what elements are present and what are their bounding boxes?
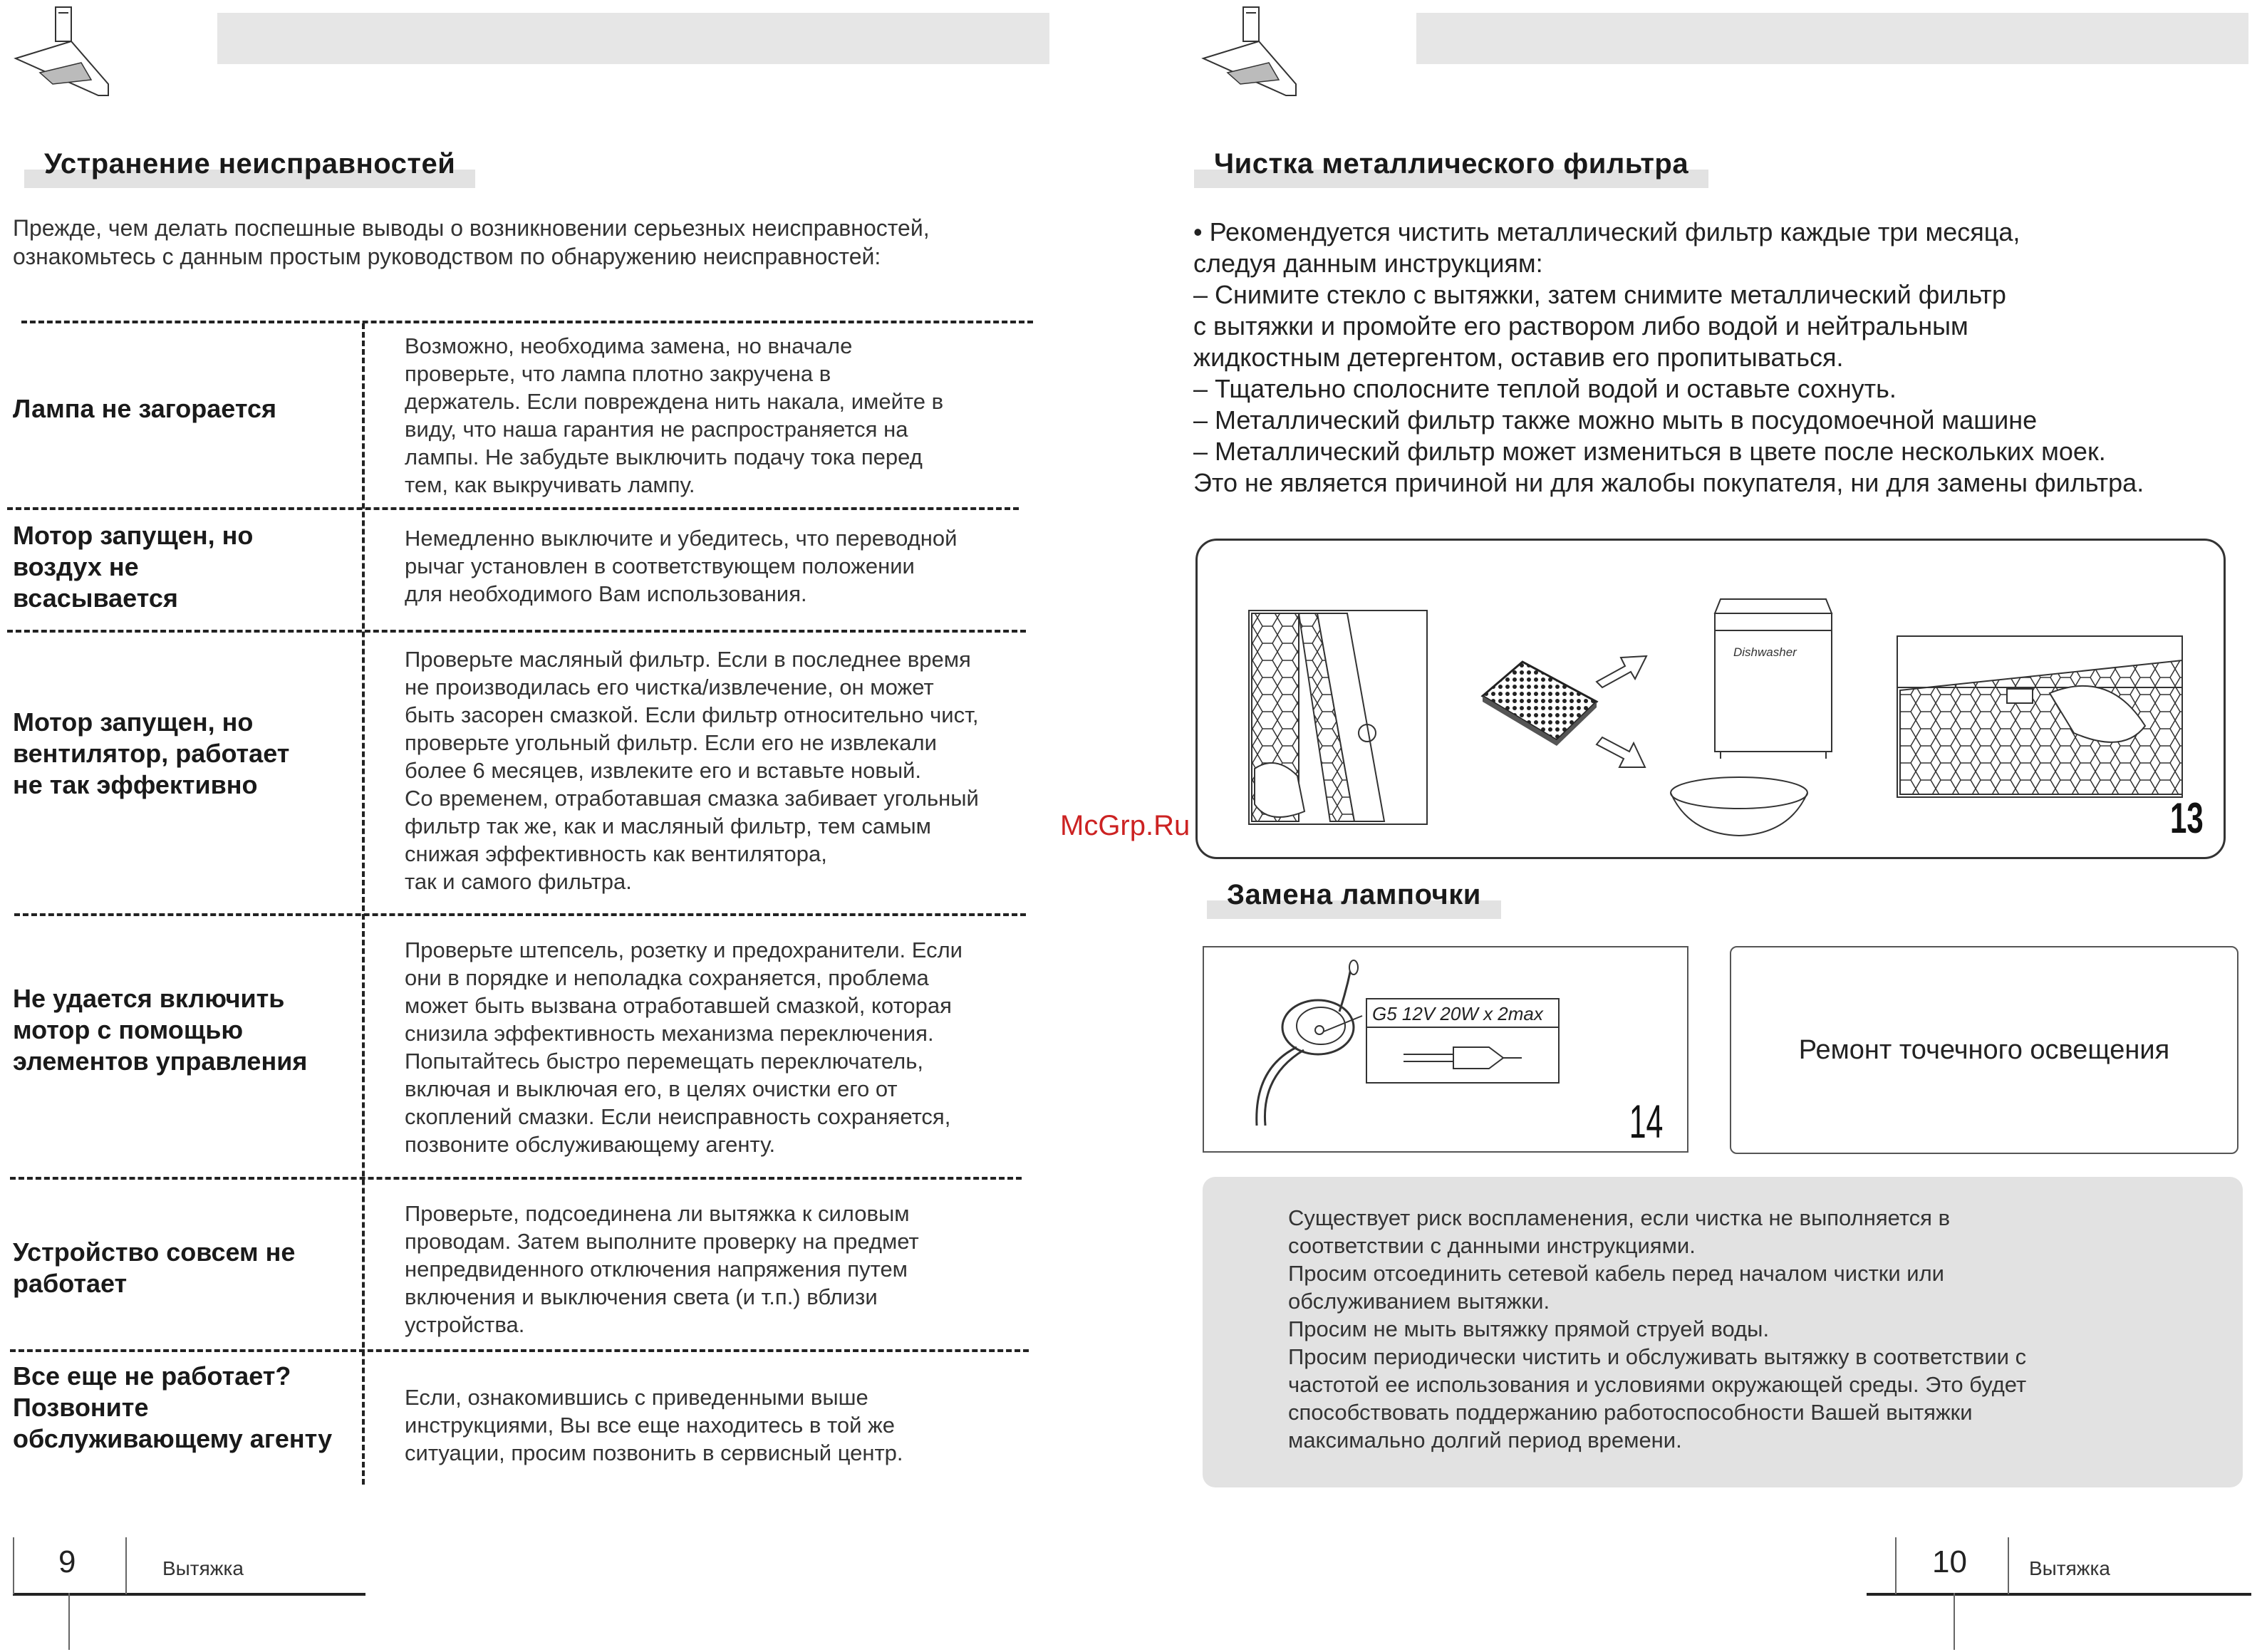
issue-still-not-working: Все еще не работает? Позвоните обслуживающему агенту	[13, 1361, 333, 1453]
filter-cleaning-text: • Рекомендуется чистить металлический фильтр каждые три месяца, следуя данным инструкциям: – Снимите стекло с вытяжки, затем снимите металлический фильтр с вытяжки и промойте его раствором либо водой и нейтральным жидкостным детергентом, оставив его пропитываться. – Тщательно сполосните теплой водой и оставьте сохнуть. – Металлический фильтр также можно мыть в посудомоечной машине – Металлический фильтр может измениться в цвете после нескольких моек. Это не является причиной ни для жалобы покупателя, ни для замены фильтра.	[1193, 217, 2144, 497]
troubleshooting-title: Устранение неисправностей	[44, 148, 455, 180]
page-name: Вытяжка	[2029, 1557, 2110, 1579]
figure-14-box	[1203, 946, 1688, 1153]
solution-lamp: Возможно, необходима замена, но вначале проверьте, что лампа плотно закручена в держатель. Если повреждена нить накала, имейте в виду, что наша гарантия не распространяется на лампы. Не забудьте выключить подачу тока перед тем, как выкручивать лампу.	[405, 333, 944, 497]
lamp-spec-label: G5 12V 20W x 2max	[1372, 1003, 1543, 1024]
table-divider	[7, 630, 1026, 633]
table-divider	[21, 321, 1033, 323]
footer-tick	[68, 1593, 70, 1650]
table-divider	[14, 913, 1026, 916]
warning-box	[1203, 1177, 2243, 1487]
footer-tick	[13, 1537, 14, 1594]
footer-line-left	[13, 1593, 365, 1596]
issue-not-working: Устройство совсем не работает	[13, 1237, 296, 1298]
warning-text: Существует риск воспламенения, если чистка не выполняется в соответствии с данными инструкциями. Просим отсоединить сетевой кабель перед началом чистки или обслуживанием вытяжки. Просим не мыть вытяжку прямой струей воды. Просим периодически чистить и обслуживать вытяжку в соответствии с частотой ее использования и условиями окружающей среды. Это будет способствовать поддержанию работоспособности Вашей вытяжки максимально долгий период времени.	[1288, 1205, 2027, 1453]
solution-not-working: Проверьте, подсоединена ли вытяжка к силовым проводам. Затем выполните проверку на предмет непредвиденного отключения напряжения путем включения и выключения света (и т.п.) вблизи устройства.	[405, 1201, 919, 1337]
hood-logo-icon	[1200, 6, 1300, 98]
table-column-divider	[362, 323, 365, 1485]
metal-filter-illustration	[1483, 662, 1597, 746]
dishwasher-illustration	[1715, 599, 1832, 759]
footer-tick	[125, 1537, 127, 1594]
lamp-replacement-title: Замена лампочки	[1227, 879, 1481, 911]
hood-filter-illustration	[1249, 611, 1427, 824]
filter-latch-illustration	[1897, 636, 2182, 797]
solution-no-suction: Немедленно выключите и убедитесь, что переводной рычаг установлен в соответствующем положении для необходимого Вам использования.	[405, 526, 958, 606]
footer-line-right	[1867, 1593, 2251, 1596]
dishwasher-label: Dishwasher	[1733, 645, 1797, 659]
solution-motor-wont-start: Проверьте штепсель, розетку и предохранители. Если они в порядке и неполадка сохраняется, проблема может быть вызвана отработавшей смазкой, которая снизила эффективность механизма переключения. Попытайтесь быстро перемещать переключатель, включая и выключая его, в целях очистки его от скоплений смазки. Если неисправность сохраняется, позвоните обслуживающему агенту.	[405, 937, 963, 1157]
figure-13-box	[1195, 539, 2226, 859]
page-number: 9	[58, 1544, 76, 1579]
spotlight-illustration	[1204, 947, 1687, 1151]
page-number: 10	[1932, 1544, 1967, 1579]
issue-fan-weak: Мотор запущен, но вентилятор, работает не так эффективно	[13, 707, 290, 799]
washing-bowl-illustration	[1671, 777, 1807, 836]
table-divider	[10, 1349, 1029, 1352]
header-bar-left	[217, 13, 1049, 64]
solution-fan-weak: Проверьте масляный фильтр. Если в последнее время не производилась его чистка/извлечение, он может быть засорен смазкой. Если фильтр относительно чист, проверьте угольный фильтр. Если его не извлекали более 6 месяцев, извлеките его и вставьте новый. Со временем, отработавшая смазка забивает угольный фильтр так же, как и масляный фильтр, тем самым снижая эффективность как вентилятора, так и самого фильтра.	[405, 647, 979, 894]
spotlight-repair-label: Ремонт точечного освещения	[1798, 1034, 2170, 1065]
hood-logo-icon	[13, 6, 113, 98]
table-divider	[10, 1177, 1022, 1180]
table-divider	[7, 507, 1019, 510]
footer-tick	[2008, 1537, 2009, 1594]
footer-tick	[1954, 1593, 1955, 1650]
filter-cleaning-title: Чистка металлического фильтра	[1214, 148, 1688, 180]
page-name: Вытяжка	[162, 1557, 244, 1579]
header-bar-right	[1416, 13, 2248, 64]
figure-13-number: 13	[2170, 794, 2204, 842]
issue-motor-wont-start: Не удается включить мотор с помощью элементов управления	[13, 984, 308, 1076]
troubleshooting-intro: Прежде, чем делать поспешные выводы о возникновении серьезных неисправностей, ознакомьтесь с данным простым руководством по обнаружению неисправностей:	[13, 215, 930, 269]
solution-still-not-working: Если, ознакомившись с приведенными выше инструкциями, Вы все еще находитесь в той же ситуации, просим позвонить в сервисный центр.	[405, 1385, 903, 1465]
figure-14-number: 14	[1629, 1095, 1663, 1148]
issue-lamp: Лампа не загорается	[13, 394, 277, 423]
spotlight-repair-box	[1730, 946, 2238, 1154]
watermark: McGrp.Ru	[1060, 810, 1190, 841]
issue-no-suction: Мотор запущен, но воздух не всасывается	[13, 521, 254, 613]
footer-tick	[1895, 1537, 1897, 1594]
arrow-icon	[1597, 656, 1646, 767]
